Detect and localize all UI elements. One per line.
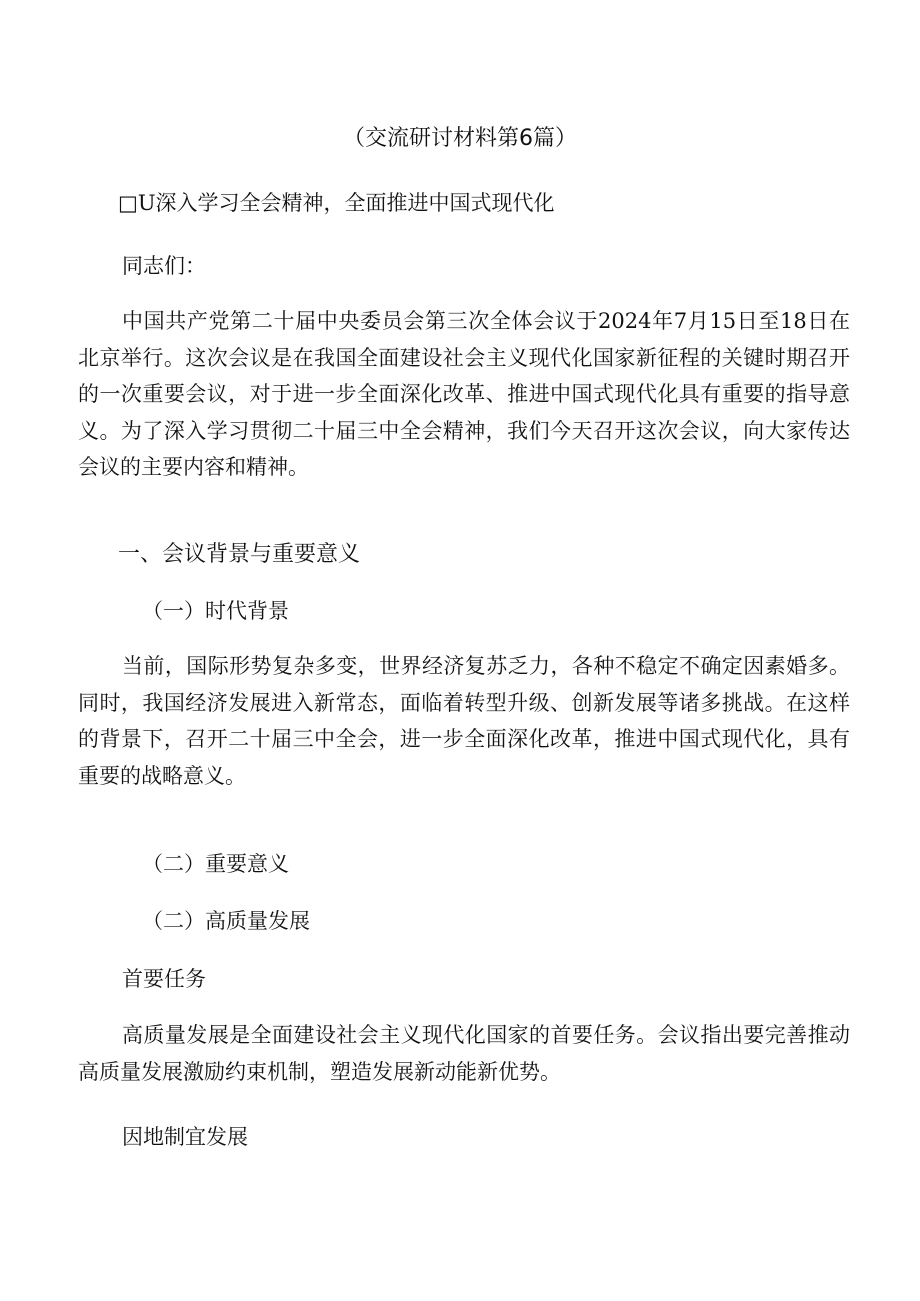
subsection-heading-significance: （二）重要意义: [142, 852, 289, 876]
section-heading: 一、会议背景与重要意义: [118, 542, 361, 567]
salutation: 同志们：: [122, 254, 206, 278]
primary-task-paragraph: 高质量发展是全面建设社会主义现代化国家的首要任务。会议指出要完善推动高质量发展激励约束机制，塑造发展新动能新优势。: [78, 1023, 850, 1084]
intro-paragraph: 中国共产党第二十届中央委员会第三次全体会议于2024年7月15日至18日在北京举行。这次会议是在我国全面建设社会主义现代化国家新征程的关键时期召开的一次重要会议，对于进一步全面深化改革、推进中国式现代化具有重要的指导意义。为了深入学习贯彻二十届三中全会精神，我们今天召开这次会议，向大家传达会议的主要内容和精神。: [78, 309, 850, 479]
subsection-heading-background: （一）时代背景: [142, 599, 289, 623]
document-subtitle: □U深入学习全会精神，全面推进中国式现代化: [118, 191, 555, 215]
background-paragraph: 当前，国际形势复杂多变，世界经济复苏乏力，各种不稳定不确定因素婚多。同时，我国经济发展进入新常态，面临着转型升级、创新发展等诸多挑战。在这样的背景下，召开二十届三中全会，进一步全面深化改革，推进中国式现代化，具有重要的战略意义。: [78, 654, 850, 788]
document-title: （交流研讨材料第6篇）: [343, 126, 577, 151]
item-title-local-development: 因地制宜发展: [122, 1125, 248, 1149]
subsection-heading-quality-development: （二）高质量发展: [142, 909, 310, 933]
item-title-primary-task: 首要任务: [122, 967, 206, 991]
